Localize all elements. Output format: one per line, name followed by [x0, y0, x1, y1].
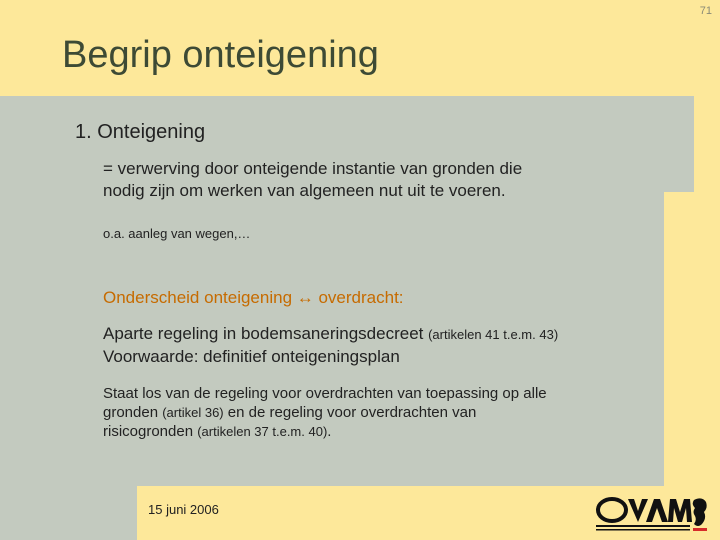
definition-line: = verwerving door onteigende instantie van gronden die [103, 159, 523, 178]
separate-regulation-text [103, 384, 547, 441]
rule-main: Aparte regeling in bodemsaneringsdecreet [103, 324, 429, 343]
ovam-wordmark [596, 499, 692, 531]
ovam-logo [594, 494, 710, 534]
separate-text: . [327, 423, 332, 440]
article-reference: (artikel 36) [162, 405, 224, 420]
slide-title: Begrip onteigening [62, 34, 379, 76]
separate-text: en de regeling voor overdrachten van [223, 404, 477, 421]
separate-text: gronden [103, 404, 163, 421]
section-heading: 1. Onteigening [75, 121, 206, 143]
separate-text: risicogronden [103, 423, 198, 440]
rule-line: Voorwaarde: definitief onteigeningsplan [103, 347, 400, 366]
rule-text [103, 323, 558, 368]
flemish-lion-icon [693, 498, 707, 531]
distinction-heading: Onderscheid onteigening ↔ overdracht: [103, 288, 404, 307]
separate-line: Staat los van de regeling voor overdrachten van toepassing op alle [103, 385, 547, 402]
definition-line: nodig zijn om werken van algemeen nut uit te voeren. [103, 181, 506, 200]
example-text: o.a. aanleg van wegen,… [103, 226, 251, 241]
article-reference: (artikelen 37 t.e.m. 40) [197, 424, 328, 439]
separate-line [103, 422, 547, 441]
page-number: 71 [699, 5, 712, 17]
rule-reference: (artikelen 41 t.e.m. 43) [428, 327, 559, 342]
rule-line [103, 323, 558, 346]
separate-line [103, 403, 547, 422]
slide-date: 15 juni 2006 [148, 502, 219, 517]
definition-text [103, 158, 522, 202]
